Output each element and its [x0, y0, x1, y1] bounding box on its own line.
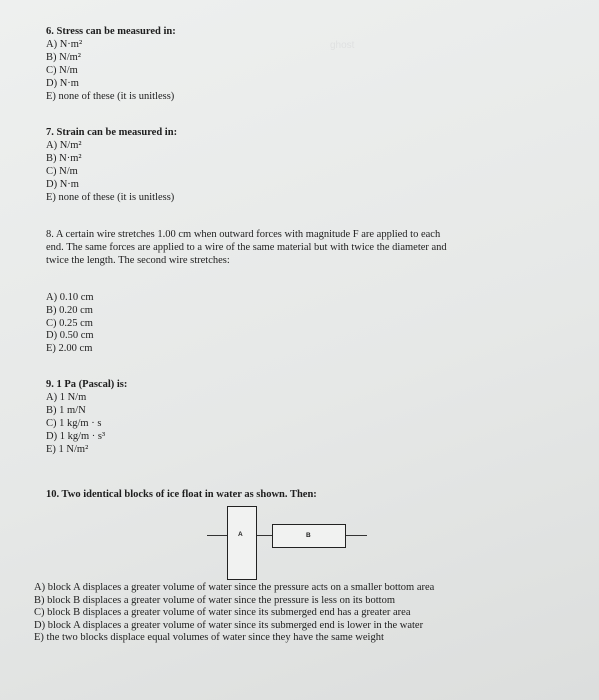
question-7-option-a: A) N/m² [46, 140, 82, 151]
question-9-option-e: E) 1 N/m² [46, 444, 89, 455]
question-8-option-c: C) 0.25 cm [46, 317, 93, 329]
question-6-option-b: B) N/m² [46, 52, 81, 63]
question-10-options [34, 582, 434, 645]
question-8-option-b: B) 0.20 cm [46, 304, 93, 316]
block-b-label: B [306, 532, 311, 539]
question-8-option-a: A) 0.10 cm [46, 292, 94, 303]
question-8-option-d: D) 0.50 cm [46, 330, 94, 342]
block-a-label: A [238, 531, 243, 538]
question-7-title: 7. Strain can be measured in: [46, 127, 178, 138]
question-9 [46, 378, 127, 456]
question-10-option-e: E) the two blocks displace equal volumes of water since they have the same weight [34, 632, 384, 644]
question-10 [46, 488, 317, 501]
question-8 [46, 228, 531, 267]
question-9-option-a: A) 1 N/m [46, 392, 87, 403]
question-8-text-line-1: 8. A certain wire stretches 1.00 cm when outward forces with magnitude F are applied to each [46, 229, 441, 240]
question-8-option-e: E) 2.00 cm [46, 343, 93, 355]
question-7-option-c: C) N/m [46, 166, 78, 177]
question-7-option-d: D) N·m [46, 179, 79, 190]
floating-blocks-diagram [207, 506, 367, 582]
question-6 [46, 25, 176, 103]
question-6-title: 6. Stress can be measured in: [46, 26, 176, 37]
question-8-text-line-3: twice the length. The second wire stretches: [46, 255, 230, 266]
question-9-title: 9. 1 Pa (Pascal) is: [46, 379, 128, 390]
question-10-option-a: A) block A displaces a greater volume of water since the pressure acts on a smaller bottom area [34, 582, 435, 593]
question-8-text-line-2: end. The same forces are applied to a wire of the same material but with twice the diameter and [46, 242, 447, 253]
question-7 [46, 126, 177, 204]
ice-block-a [227, 506, 257, 580]
question-9-option-d: D) 1 kg/m · s³ [46, 431, 106, 442]
question-10-option-c: C) block B displaces a greater volume of water since its submerged end has a greater area [34, 607, 411, 619]
question-6-option-e: E) none of these (it is unitless) [46, 91, 175, 102]
question-6-option-c: C) N/m [46, 65, 78, 76]
question-6-option-d: D) N·m [46, 78, 79, 89]
question-10-title: 10. Two identical blocks of ice float in water as shown. Then: [46, 489, 317, 500]
question-9-option-c: C) 1 kg/m · s [46, 418, 102, 429]
bleed-through-text: ghost [330, 40, 355, 51]
question-9-option-b: B) 1 m/N [46, 405, 86, 416]
question-8-options [46, 292, 94, 356]
question-7-option-e: E) none of these (it is unitless) [46, 192, 175, 203]
question-10-option-d: D) block A displaces a greater volume of water since its submerged end is lower in the water [34, 619, 424, 631]
question-7-option-b: B) N·m² [46, 153, 82, 164]
ice-block-b [272, 524, 346, 548]
question-10-option-b: B) block B displaces a greater volume of water since the pressure is less on its bottom [34, 594, 395, 606]
question-6-option-a: A) N·m² [46, 39, 83, 50]
